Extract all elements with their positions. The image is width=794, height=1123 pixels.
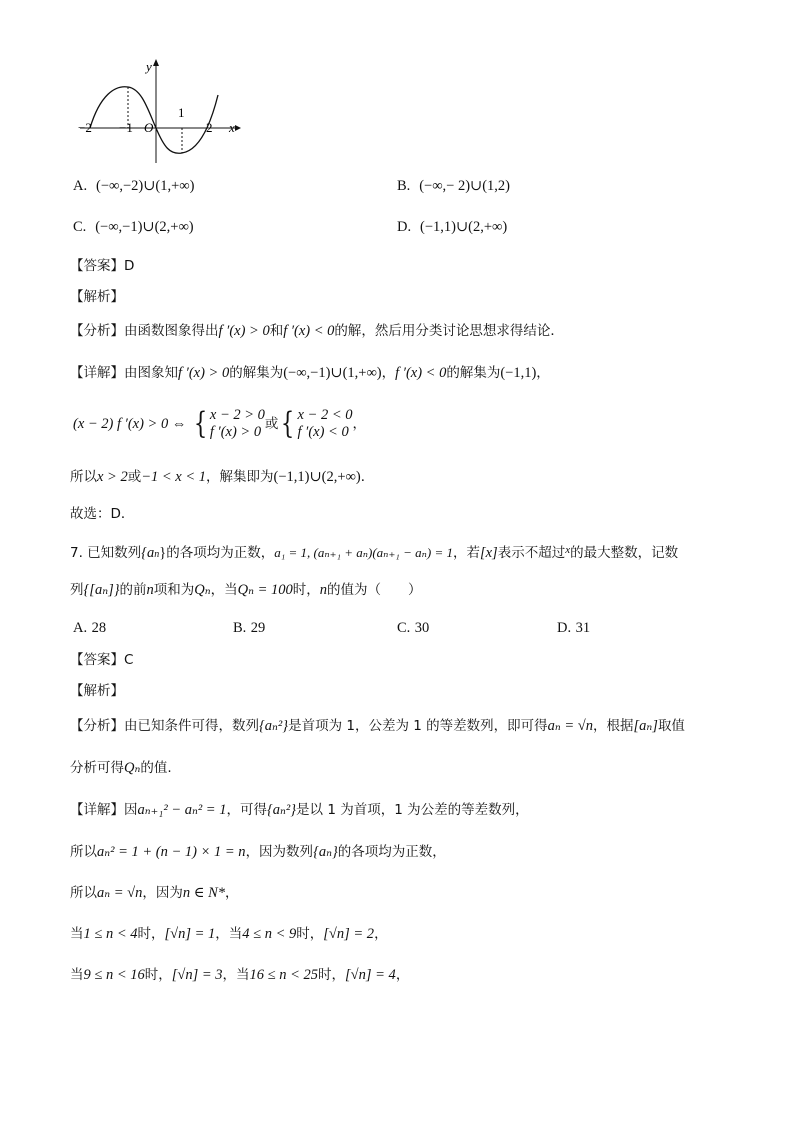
q6-conclusion: 所以x > 2或−1 < x < 1，解集即为(−1,1)∪(2,+∞)． [70,469,375,485]
tick-neg1: −1 [119,120,133,135]
y-axis-arrow-icon [153,59,159,66]
function-graph [70,55,250,170]
q6-inequality-system: (x − 2) f ′(x) > 0 ⇔ { x − 2 > 0 f ′(x) > 0 或{ x − 2 < 0 f ′(x) < 0 ， [73,406,367,441]
q6-fenxi: 【分析】由函数图象得出f ′(x) > 0和f ′(x) < 0的解，然后用分类讨论思想求得结论． [70,323,564,339]
q7-option-a: A. 28 [73,620,107,636]
q7-option-c: C. 30 [397,620,430,636]
tick-1: 1 [178,105,185,120]
derivative-curve [90,87,218,154]
q6-option-d: D. (−1,1)∪(2,+∞) [397,219,508,235]
q7-detail-line2: 所以aₙ² = 1 + (n − 1) × 1 = n，因为数列{aₙ}的各项均为正数， [70,844,446,860]
tick-2: 2 [206,120,213,135]
x-label: x [229,120,235,135]
q7-option-d: D. 31 [557,620,591,636]
q6-analysis-head: 【解析】 [70,289,124,305]
q6-answer: 【答案】D [70,258,135,274]
q7-detail-line1: 【详解】因aₙ₊₁² − aₙ² = 1，可得{aₙ²}是以 1 为首项，1 为公差的等差数列， [70,802,529,818]
q7-stem-line2: 列{[aₙ]}的前n项和为Qₙ，当Qₙ = 100时，n的值为（ ） [70,582,422,598]
q7-fenxi-line1: 【分析】由已知条件可得，数列{aₙ²}是首项为 1，公差为 1 的等差数列，即可得aₙ = √n，根据[aₙ]取值 [70,718,685,734]
q6-choose: 故选：D． [70,506,135,522]
q7-option-b: B. 29 [233,620,266,636]
tick-neg2: −2 [78,120,92,135]
q7-analysis-head: 【解析】 [70,683,124,699]
y-label: y [146,59,152,74]
q6-option-a: A. (−∞,−2)∪(1,+∞) [73,178,195,194]
x-axis-arrow-icon [235,125,241,131]
q6-option-b: B. (−∞,− 2)∪(1,2) [397,178,510,194]
q7-stem-line1: 7. 已知数列{an}的各项均为正数，a₁ = 1, (aₙ₊₁ + aₙ)(aₙ₊₁ − aₙ) = 1，若[x]表示不超过$^x$的最大整数，记数 [70,544,679,561]
q7-fenxi-line2: 分析可得Qₙ的值. [70,760,172,776]
q7-detail-line3: 所以aₙ = √n，因为n ∈ N*， [70,885,239,901]
q7-detail-line5: 当9 ≤ n < 16时，[√n] = 3，当16 ≤ n < 25时，[√n] = 4， [70,967,410,983]
q7-detail-line4: 当1 ≤ n < 4时，[√n] = 1，当4 ≤ n < 9时，[√n] = 2， [70,926,388,942]
q6-option-c: C. (−∞,−1)∪(2,+∞) [73,219,194,235]
origin-label: O [144,120,154,135]
q7-answer: 【答案】C [70,652,134,668]
q6-detail: 【详解】由图象知f ′(x) > 0的解集为(−∞,−1)∪(1,+∞)，f ′(x) < 0的解集为(−1,1)， [70,365,550,381]
